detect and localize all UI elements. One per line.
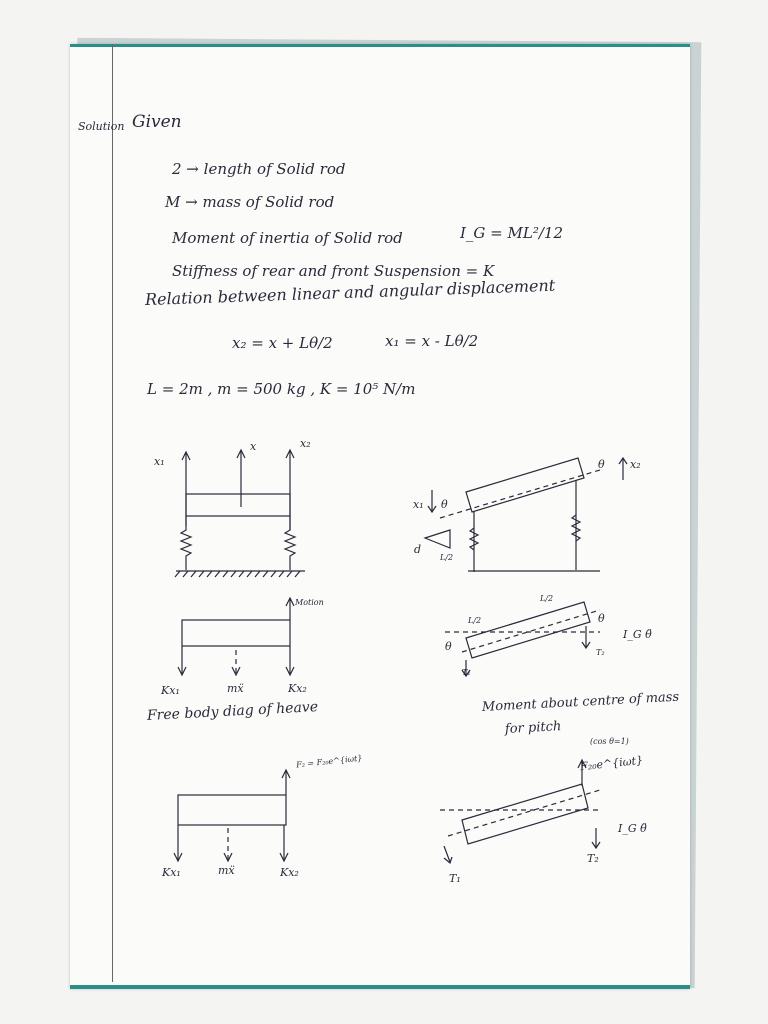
forced-heave-kx2: Kx₂ <box>280 866 299 879</box>
fbd-pitch-theta-left: θ <box>445 640 452 653</box>
definition-stiffness: Stiffness of rear and front Suspension = K <box>172 262 495 280</box>
definition-length: 2 → length of Solid rod <box>172 160 346 178</box>
pitch-diagram <box>425 458 627 572</box>
fbd-pitch-l2-left: L/2 <box>468 616 482 625</box>
heave-spring-left <box>181 516 191 570</box>
heave-ground-hatch <box>175 571 300 577</box>
forced-heave <box>174 770 290 861</box>
fbd-pitch-ig-alpha: I_G θ̈ <box>623 628 652 641</box>
forced-pitch-t1: T₁ <box>449 872 461 885</box>
fbd-heave <box>178 598 294 675</box>
heave-label-x: x <box>250 440 257 453</box>
given-values: L = 2m , m = 500 kg , K = 10⁵ N/m <box>147 380 416 398</box>
fbd-heave-kx2: Kx₂ <box>288 682 307 695</box>
forced-pitch-t1-arrow <box>444 846 450 862</box>
fbd-pitch <box>445 602 600 676</box>
pitch-label-x1: x₁ <box>413 498 424 511</box>
equation-x1: x₁ = x - Lθ/2 <box>385 332 479 350</box>
given-heading: Given <box>132 112 182 132</box>
moment-of-inertia-formula: I_G = ML²/12 <box>460 224 563 242</box>
pitch-label-d: d <box>414 543 422 556</box>
fbd-pitch-theta-right: θ <box>598 612 605 625</box>
pitch-triangle <box>425 530 450 548</box>
heave-label-x2: x₂ <box>300 437 311 450</box>
forced-heave-rod <box>178 795 286 825</box>
fbd-heave-motion-label: Motion <box>295 598 324 607</box>
pitch-label-frac: L/2 <box>440 553 454 562</box>
forced-pitch-ig-alpha: I_G θ̈ <box>618 822 647 835</box>
forced-heave-mx: mẍ <box>218 864 235 877</box>
solution-label: Solution <box>78 120 125 133</box>
fbd-pitch-caption-line2: for pitch <box>504 719 562 737</box>
forced-pitch <box>440 760 600 863</box>
forced-pitch-rod <box>462 784 588 844</box>
heave-label-x1: x₁ <box>154 455 165 468</box>
heave-rod <box>186 494 290 516</box>
pitch-label-theta-top: θ <box>598 458 605 471</box>
fbd-heave-rod <box>182 620 290 646</box>
forced-pitch-note: (cos θ=1) <box>590 737 629 746</box>
relation-heading: Relation between linear and angular displacement <box>144 275 556 309</box>
forced-pitch-centerline <box>448 790 600 836</box>
heave-diagram <box>175 450 305 577</box>
forced-heave-kx1: Kx₁ <box>162 866 181 879</box>
equation-x2: x₂ = x + Lθ/2 <box>232 334 333 352</box>
heave-spring-right <box>285 516 295 570</box>
fbd-heave-caption: Free body diag of heave <box>146 699 319 724</box>
pitch-label-theta-left: θ <box>441 498 448 511</box>
fbd-pitch-rod <box>466 602 590 658</box>
definition-moment-of-inertia: Moment of inertia of Solid rod <box>172 229 403 247</box>
fbd-heave-mx: mẍ <box>227 682 244 695</box>
fbd-pitch-caption-line1: Moment about centre of mass <box>481 689 680 715</box>
forced-pitch-t2: T₂ <box>587 852 599 865</box>
fbd-pitch-l2-top: L/2 <box>540 594 554 603</box>
fbd-pitch-t1: T₁ <box>462 668 471 677</box>
fbd-heave-kx1: Kx₁ <box>161 684 180 697</box>
pitch-rod <box>466 458 584 512</box>
forced-heave-force-label: F₂ = F₂₀e^{iωt} <box>295 753 363 770</box>
fbd-pitch-t2: T₂ <box>596 648 605 657</box>
forced-pitch-force-label: F₂₀e^{iωt} <box>579 753 644 774</box>
pitch-label-x2: x₂ <box>630 458 641 471</box>
definition-mass: M → mass of Solid rod <box>165 193 335 211</box>
fbd-pitch-centerline <box>462 610 600 652</box>
